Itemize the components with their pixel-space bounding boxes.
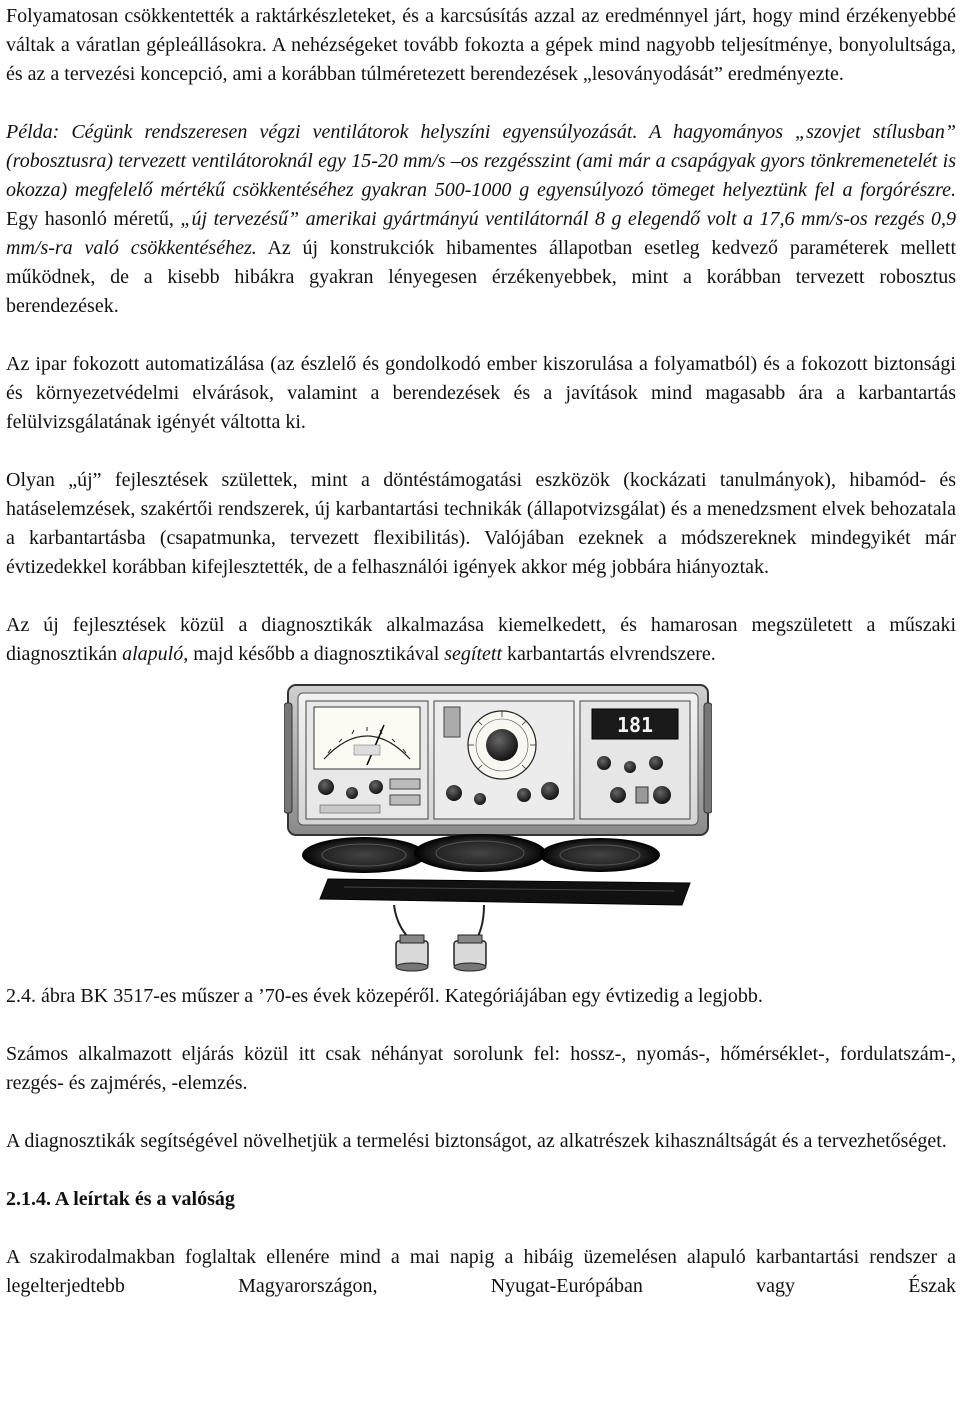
paragraph-new-developments: Olyan „új” fejlesztések születtek, mint a döntéstámogatási eszközök (kockázati tanulmányok), hibamód- és hatáselemzések, szakértői rendszerek, új karbantartási technikák (állapotvizsgálat) és a menedzsment elvek behozatala a karbantartásba (csapatmunka, tervezett flexibilitás). Valójában ezeknek a módszereknek mindegyikét már évtizedekkel korábban kifejlesztették, de a felhasználói igények akkor még jobbára hiányoztak.: [6, 469, 956, 578]
document-page: [6, 2, 956, 1301]
example-text-b: Egy hasonló méretű, „új tervezésű” amerikai gyártmányú ventilátornál 8 g elegendő volt a 17,6 mm/s-os rezgés 0,9 mm/s-ra való csökkentéséhez. Az új konstrukciók hibamentes állapotban esetleg kedvező paraméterek mellett működnek, de a kisebb hibákra gyakran lényegesen érzékenyebbek, mint a korábban tervezett robosztus berendezések.: [6, 208, 957, 317]
paragraph-reality: A szakirodalmakban foglaltak ellenére mind a mai napig a hibáig üzemelésen alapuló karbantartási rendszer a legelterjedtebb Magyarországon, Nyugat-Európában vagy Észak: [6, 1246, 956, 1297]
example-text-a: Példa: Cégünk rendszeresen végzi ventilátorok helyszíni egyensúlyozását. A hagyományos „szovjet stílusban” (robosztusra) tervezett ventilátoroknál egy 15-20 mm/s –os rezgésszint (ami már a csapágyak gyors tönkremenetelét is okozza) megfelelő mértékű csökkentéséhez gyakran 500-1000 g egyensúlyozó tömeget helyeztünk fel a forgórészre.: [6, 121, 956, 201]
digital-display-value: 181: [616, 713, 654, 737]
example-text-d: Az új konstrukciók hibamentes állapotban esetleg kedvező paraméterek mellett működnek, de a kisebb hibákra gyakran lényegesen érzékenyebbek, mint a korábban tervezett robosztus berendezések.: [6, 237, 957, 317]
figure-caption: 2.4. ábra BK 3517-es műszer a ’70-es évek közepéről. Kategóriájában egy évtizedig a legjobb.: [6, 985, 763, 1007]
word-segitett: segített: [444, 643, 503, 665]
paragraph-automation: Az ipar fokozott automatizálása (az észlelő és gondolkodó ember kiszorulása a folyamatból) és a fokozott biztonsági és környezetvédelmi elvárások, valamint a berendezések és a javítások mind magasabb ára a karbantartás felülvizsgálatának igényét váltotta ki.: [6, 353, 956, 433]
measuring-instrument-icon: [284, 683, 712, 978]
figure-bk3517-instrument: [284, 683, 712, 978]
paragraph-safety: A diagnosztikák segítségével növelhetjük a termelési biztonságot, az alkatrészek kihasználtságát és a tervezhetőséget.: [6, 1130, 947, 1152]
section-heading: 2.1.4. A leírtak és a valóság: [6, 1188, 235, 1210]
paragraph-methods: Számos alkalmazott eljárás közül itt csak néhányat sorolunk fel: hossz-, nyomás-, hőmérséklet-, fordulatszám-, rezgés- és zajmérés, -elemzés.: [6, 1043, 956, 1094]
example-text-c: „új tervezésű” amerikai gyártmányú ventilátornál 8 g elegendő volt a 17,6 mm/s-os rezgés 0,9 mm/s-ra való csökkentéséhez.: [6, 208, 956, 259]
paragraph-example: [6, 118, 956, 321]
paragraph-inventory: Folyamatosan csökkentették a raktárkészleteket, és a karcsúsítás azzal az eredménnyel járt, hogy mind érzékenyebbé váltak a váratlan gépleállásokra. A nehézségeket tovább fokozta a gépek mind nagyobb teljesítménye, bonyolultsága, és az a tervezési koncepció, ami a korábban túlméretezett berendezések „lesoványodását” eredményezte.: [6, 5, 956, 85]
word-alapulo: alapuló: [122, 643, 184, 665]
paragraph-diagnostics: Az új fejlesztések közül a diagnosztikák alkalmazása kiemelkedett, és hamarosan megszületett a műszaki diagnosztikán alapuló, majd később a diagnosztikával segített karbantartás elvrendszere.: [6, 614, 956, 665]
